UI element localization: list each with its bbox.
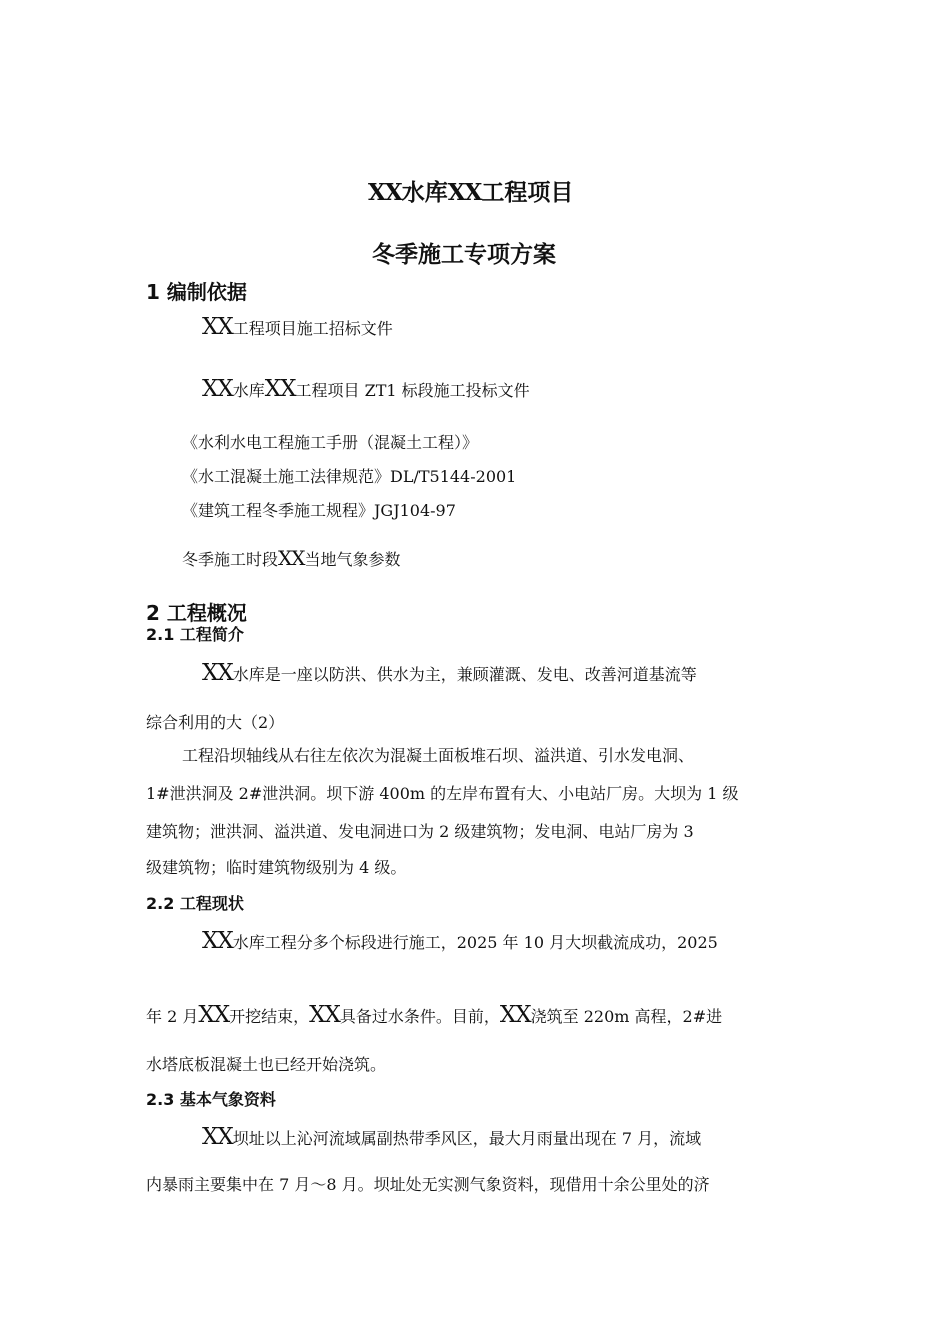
placeholder-xx: XX — [202, 314, 233, 340]
placeholder-xx: XX — [202, 1124, 233, 1150]
title-placeholder: XX — [368, 179, 402, 206]
title-text: 水库 — [401, 179, 448, 206]
para-2-1-line-6: 级建筑物；临时建筑物级别为 4 级。 — [146, 858, 407, 877]
para-text: 年 2 月 — [146, 1007, 199, 1026]
title-text: 工程项目 — [481, 179, 574, 206]
basis-item-3: 《水利水电工程施工手册（混凝土工程）》 — [182, 433, 479, 452]
para-2-1-line-4: 1#泄洪洞及 2#泄洪洞。坝下游 400m 的左岸布置有大、小电站厂房。大坝为 1 级 — [146, 784, 739, 803]
para-2-1-line-2: 综合利用的大（2） — [146, 713, 285, 732]
para-2-3-line-2: 内暴雨主要集中在 7 月～8 月。坝址处无实测气象资料，现借用十余公里处的济 — [146, 1175, 710, 1194]
placeholder-xx: XX — [202, 376, 233, 402]
para-2-2-line-3: 水塔底板混凝土也已经开始浇筑。 — [146, 1055, 387, 1074]
placeholder-xx: XX — [264, 376, 296, 402]
para-text: 坝址以上沁河流域属副热带季风区，最大月雨量出现在 7 月，流域 — [232, 1129, 702, 1148]
section-2-heading: 2 工程概况 — [146, 601, 247, 625]
placeholder-xx: XX — [499, 1002, 531, 1028]
placeholder-xx: XX — [202, 928, 233, 954]
para-text: 水库工程分多个标段进行施工，2025 年 10 月大坝截流成功，2025 — [232, 933, 718, 952]
para-text: 浇筑至 220m 高程，2#进 — [530, 1007, 723, 1026]
placeholder-xx: XX — [202, 660, 233, 686]
basis-item-5: 《建筑工程冬季施工规程》JGJ104-97 — [182, 501, 456, 520]
basis-item-2 — [202, 376, 530, 402]
title-placeholder: XX — [447, 179, 482, 206]
basis-text: 冬季施工时段 — [182, 550, 279, 569]
basis-item-4: 《水工混凝土施工法律规范》DL/T5144-2001 — [182, 467, 517, 486]
para-2-1-line-1 — [202, 660, 697, 686]
basis-item-1 — [202, 314, 393, 340]
basis-text: 工程项目 ZT1 标段施工投标文件 — [295, 381, 530, 400]
para-2-1-line-5: 建筑物；泄洪洞、溢洪道、发电洞进口为 2 级建筑物；发电洞、电站厂房为 3 — [146, 822, 694, 841]
subsection-2-3-heading: 2.3 基本气象资料 — [146, 1090, 276, 1109]
placeholder-xx: XX — [198, 1002, 230, 1028]
basis-text: 水库 — [232, 381, 265, 400]
para-2-2-line-1 — [202, 928, 718, 954]
para-2-1-line-3: 工程沿坝轴线从右往左依次为混凝土面板堆石坝、溢洪道、引水发电洞、 — [182, 746, 695, 765]
basis-item-6 — [182, 546, 401, 570]
doc-title-line1 — [368, 174, 573, 207]
placeholder-xx: XX — [278, 546, 305, 570]
basis-text: 工程项目施工招标文件 — [232, 319, 393, 338]
section-1-heading: 1 编制依据 — [146, 280, 247, 304]
subsection-2-1-heading: 2.1 工程简介 — [146, 625, 244, 644]
para-text: 水库是一座以防洪、供水为主，兼顾灌溉、发电、改善河道基流等 — [232, 665, 697, 684]
basis-text: 当地气象参数 — [304, 550, 401, 569]
placeholder-xx: XX — [309, 1002, 340, 1028]
para-text: 开挖结束， — [229, 1007, 310, 1026]
subsection-2-2-heading: 2.2 工程现状 — [146, 894, 244, 913]
para-text: 具备过水条件。目前， — [339, 1007, 500, 1026]
para-2-2-line-2 — [146, 1002, 722, 1028]
para-2-3-line-1 — [202, 1124, 701, 1150]
doc-title-line2: 冬季施工专项方案 — [372, 241, 556, 268]
